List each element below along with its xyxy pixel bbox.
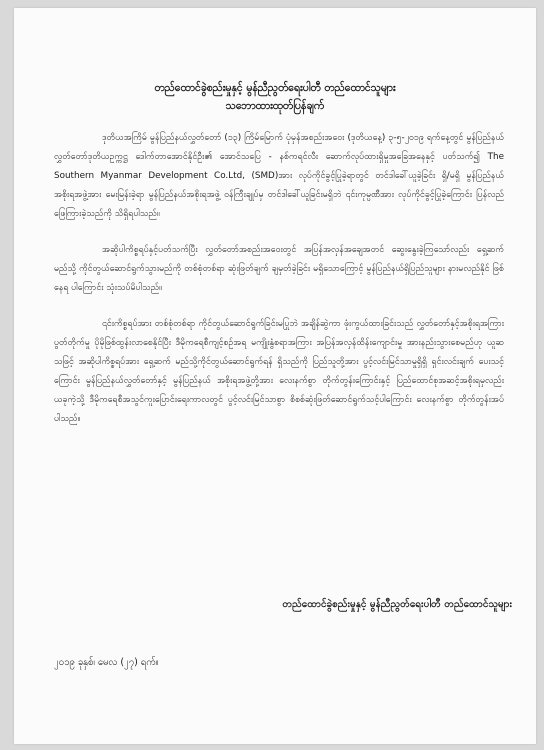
statement-page — [14, 8, 536, 744]
signature-block: တည်ထောင်ခွဲစည်းမှုနှင့် မွန်ညီညွတ်ရေးပါတီ တည်ထောင်သူများ — [282, 599, 512, 610]
statement-title-line1: တည်ထောင်ခွဲစည်းမှုနှင့် မွန်ညီညွတ်ရေးပါတီ တည်ထောင်သူများ — [154, 82, 396, 94]
paragraph-2: အဆိုပါကိစ္စရပ်နှင့်ပတ်သက်ပြီး လွှတ်တော်အစည်းအဝေးတွင် အပြန်အလှန်အချေအတင် ဆွေးနွေးခဲ့ကြသော်လည်း ရှေ့ဆက်မည်သို့ ကိုင်တွယ်ဆောင်ရွက်သွားမည်ကို တစ်စုံတစ်ရာ ဆုံးဖြတ်ချက် ချမှတ်ခဲ့ခြင်း မရှိသောကြောင့် မွန်ပြည်နယ်ရှိပြည်သူများ နားမလည်နိုင် ဖြစ်နေရ ပါကြောင်း သုံးသပ်မိပါသည်။ — [54, 245, 504, 293]
paragraph-1: ဒုတိယအကြိမ် မွန်ပြည်နယ်လွှတ်တော် (၁၃) ကြိမ်မြောက် ပုံမှန်အစည်းအဝေး (ဒုတိယနေ့) ၃-၅-၂၀၁၉ ရက်နေ့တွင် မွန်ပြည်နယ်လွှတ်တော်ဒုတိယဥက္ကဋ္ဌ ဒေါက်တာအောင်နိုင်ဦး၏ အောင်သပြေ - နစ်ကရင်လီး ဆောက်လုပ်ထားရှိမှုအခြေအနေနှင့် ပတ်သက်၍ The Southern Myanmar Development Co.Ltd, (SMD)အား လုပ်ကိုင်ခွင့်ပြုခဲ့ရာတွင် တင်ဒါခေါ်ယူခဲ့ခြင်း ရှိ/မရှိ မွန်ပြည်နယ် အစိုးရအဖွဲ့အား မေးမြန်းခဲ့ရာ မွန်ပြည်နယ်အစိုးရအဖွဲ့ ဝန်ကြီးချုပ်မှ တင်ဒါခေါ်ယူခြင်းမရှိဘဲ ၎င်းကုမ္ပဏီအား လုပ်ကိုင်ခွင့်ပြုခဲ့ကြောင်း ပြန်လည် ဖြေကြားခဲ့သည်ကို သိရှိရပါသည်။ — [54, 133, 504, 219]
paragraph-3: ၎င်းကိစ္စရပ်အား တစ်စုံတစ်ရာ ကိုင်တွယ်ဆောင်ရွက်ခြင်းမပြုဘဲ အချိန်ဆွဲကာ ဖုံးကွယ်ထားခြင်းသည် လွှတ်တော်နှင့်အစိုးရအကြား ပွတ်တိုက်မှု ပိုမိုဖြစ်ထွန်းလာစေနိုင်ပြီး ဒီမိုကရေစီကျင့်စဉ်အရ မကျိုးနွံစရာအကြား အပြန်အလှန်ထိန်းကျောင်းမှု အားနည်းသွားစေမည်ဟု ယူဆသဖြင့် အဆိုပါကိစ္စရပ်အား ရှေ့ဆက် မည်သို့ကိုင်တွယ်ဆောင်ရွက်ရန် ရှိသည်ကို ပြည်သူတို့အား ပွင့်လင်းမြင်သာမှုရှိရှိ ရှင်းလင်းချက် ပေးသင့်ကြောင်း မွန်ပြည်နယ်လွှတ်တော်နှင့် မွန်ပြည်နယ် အစိုးရအဖွဲ့တို့အား လေးနက်စွာ တိုက်တွန်းကြောင်းနှင့် ပြည်ထောင်စုအဆင့်အစိုးရမှလည်း ယခုကဲ့သို့ ဒီမိုကရေစီအသွင်ကူးပြောင်းရေးကာလတွင် ပွင့်လင်းမြင်သာစွာ စိစစ်ဆုံးဖြတ်ဆောင်ရွက်သင့်ပါကြောင်း လေးနက်စွာ တိုက်တွန်းအပ်ပါသည်။ — [54, 319, 504, 424]
statement-date: ၂၀၁၉ ခုနှစ်၊ မေလ (၂၇) ရက်။ — [54, 657, 159, 668]
statement-title-line2: သဘောထားထုတ်ပြန်ချက် — [225, 100, 325, 112]
statement-body — [54, 129, 504, 446]
